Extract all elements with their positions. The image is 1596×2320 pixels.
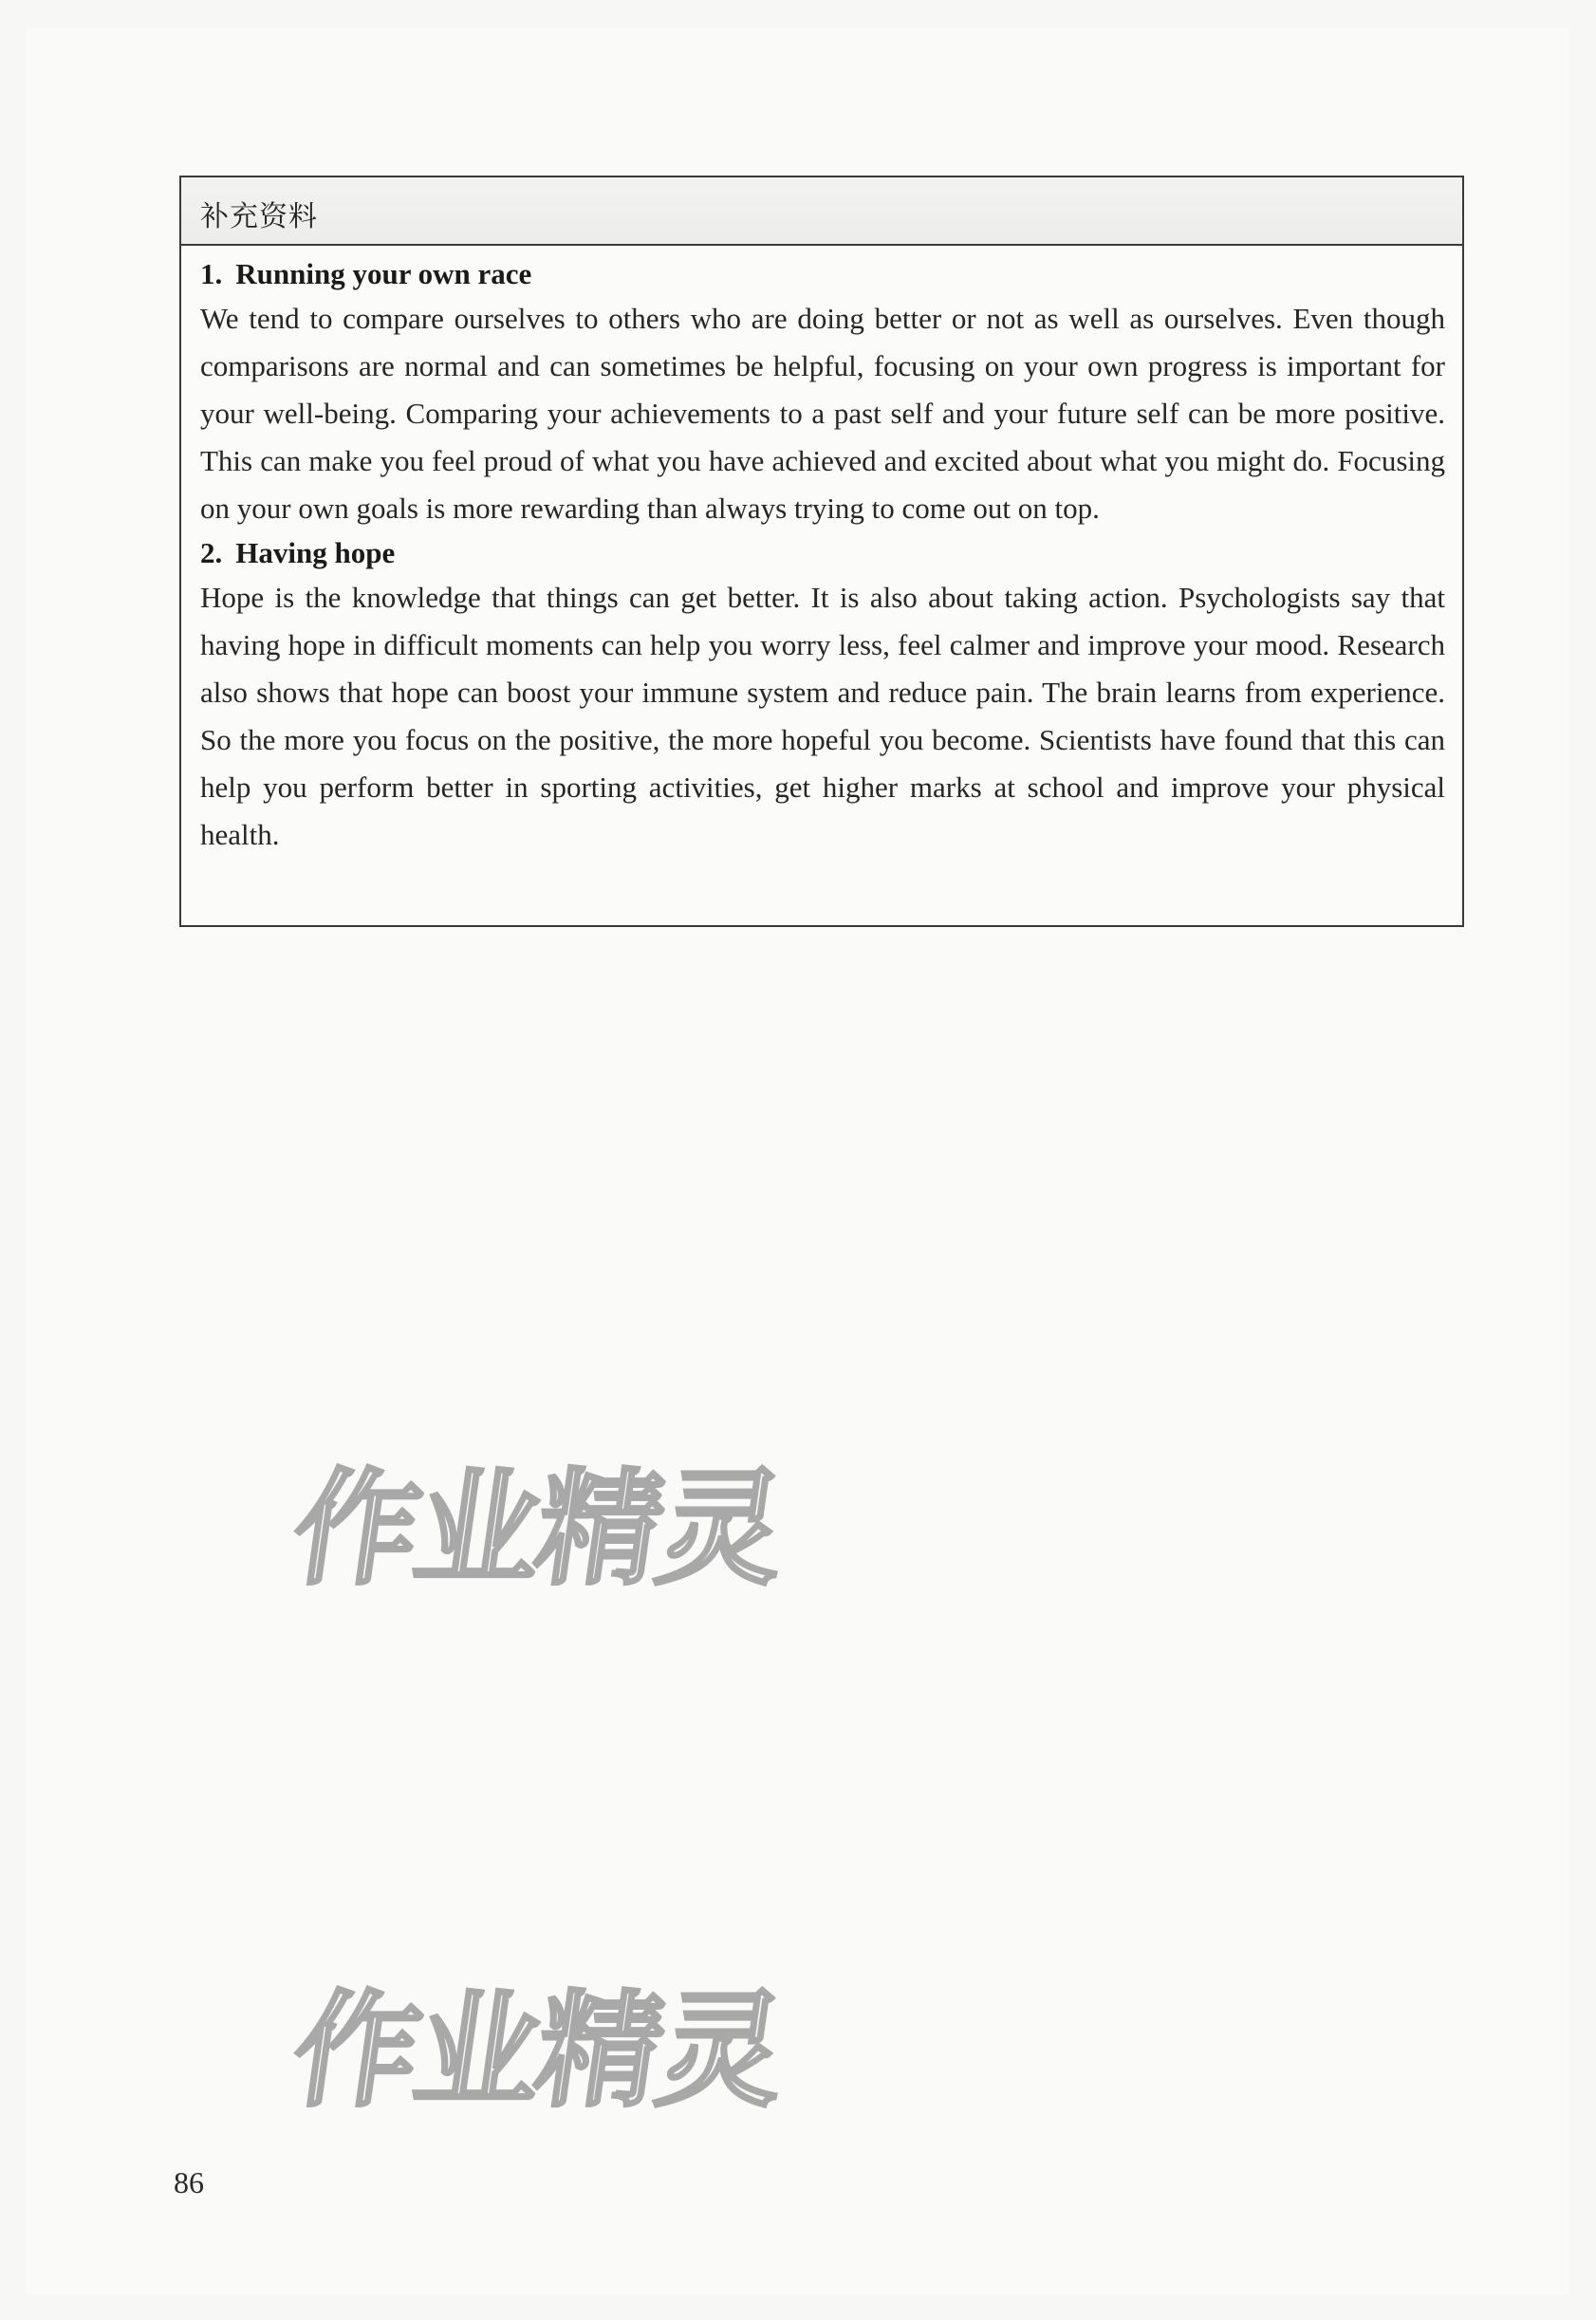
watermark-logo: 作业精灵 [284,1978,791,2125]
section-text-running-your-own-race: We tend to compare ourselves to others who are doing better or not as well as ourselves. Even though comparisons are normal and can sometimes be helpful, focusing on your own progress is important for your well-being. Comparing your achievements to a past self and your future self can be more positive. This can make you feel proud of what you have achieved and excited about what you might do. Focusing on your own goals is more rewarding than always trying to come out on top. [200,302,1445,525]
page-number: 86 [174,2165,204,2199]
section-text-having-hope: Hope is the knowledge that things can get better. It is also about taking action. Psychologists say that having hope in difficult moments can help you worry less, feel calmer and improve your mood. Research also shows that hope can boost your immune system and reduce pain. The brain learns from experience. So the more you focus on the positive, the more hopeful you become. Scientists have found that this can help you perform better in sporting activities, get higher marks at school and improve your physical health. [200,581,1445,851]
box-title: 补充资料 [200,200,318,233]
section-number: 1. [200,257,223,290]
supplementary-materials-box [179,176,1464,927]
section-title: Having hope [235,536,396,569]
watermark-logo: 作业精灵 [284,1457,791,1603]
section-heading-running-your-own-race [200,253,1445,295]
section-title: Running your own race [235,257,532,290]
section-number: 2. [200,536,223,569]
section-heading-having-hope [200,532,1445,574]
box-body [181,246,1462,859]
box-header [181,177,1462,246]
